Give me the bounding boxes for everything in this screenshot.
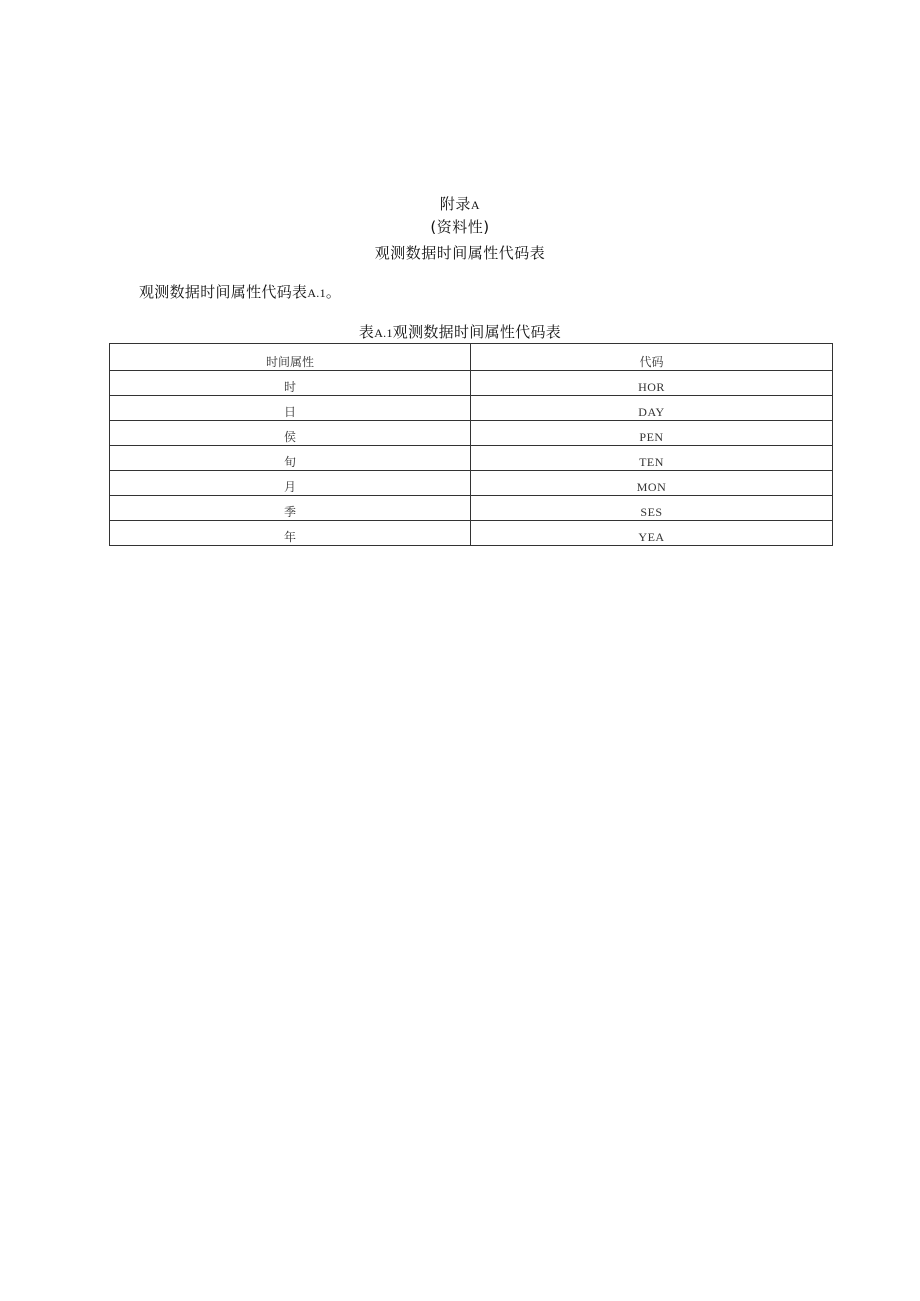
time-attribute-code-table (109, 343, 833, 546)
intro-table-ref: A.1 (307, 286, 326, 300)
table-caption-number: A.1 (374, 326, 393, 340)
time-attribute-cell: 季 (110, 496, 471, 521)
time-attribute-cell: 年 (110, 521, 471, 546)
table-row (110, 371, 833, 396)
time-attribute-cell: 旬 (110, 446, 471, 471)
code-cell: SES (471, 496, 833, 521)
code-cell: DAY (471, 396, 833, 421)
intro-text: 观测数据时间属性代码表 (139, 283, 308, 301)
time-attribute-cell: 月 (110, 471, 471, 496)
header-time-attribute: 时间属性 (110, 344, 471, 371)
code-cell: MON (471, 471, 833, 496)
code-cell: PEN (471, 421, 833, 446)
table-header-row (110, 344, 833, 371)
code-cell: YEA (471, 521, 833, 546)
table-row (110, 471, 833, 496)
header-code: 代码 (471, 344, 833, 371)
table-row (110, 521, 833, 546)
code-cell: HOR (471, 371, 833, 396)
table-caption-title: 观测数据时间属性代码表 (392, 323, 562, 341)
code-cell: TEN (471, 446, 833, 471)
annex-label (0, 194, 920, 215)
table-row (110, 396, 833, 421)
table-row (110, 496, 833, 521)
annex-label-prefix: 附录 (439, 195, 471, 213)
time-attribute-cell: 日 (110, 396, 471, 421)
time-attribute-cell: 侯 (110, 421, 471, 446)
table-caption (0, 322, 920, 343)
table-caption-prefix: 表 (358, 323, 375, 341)
intro-period: 。 (325, 283, 342, 301)
intro-paragraph (139, 282, 341, 303)
annex-type: (资料性) (430, 218, 490, 236)
table-row (110, 446, 833, 471)
annex-title: 观测数据时间属性代码表 (374, 244, 546, 262)
time-attribute-cell: 时 (110, 371, 471, 396)
annex-label-letter: A (470, 198, 481, 212)
table-row (110, 421, 833, 446)
